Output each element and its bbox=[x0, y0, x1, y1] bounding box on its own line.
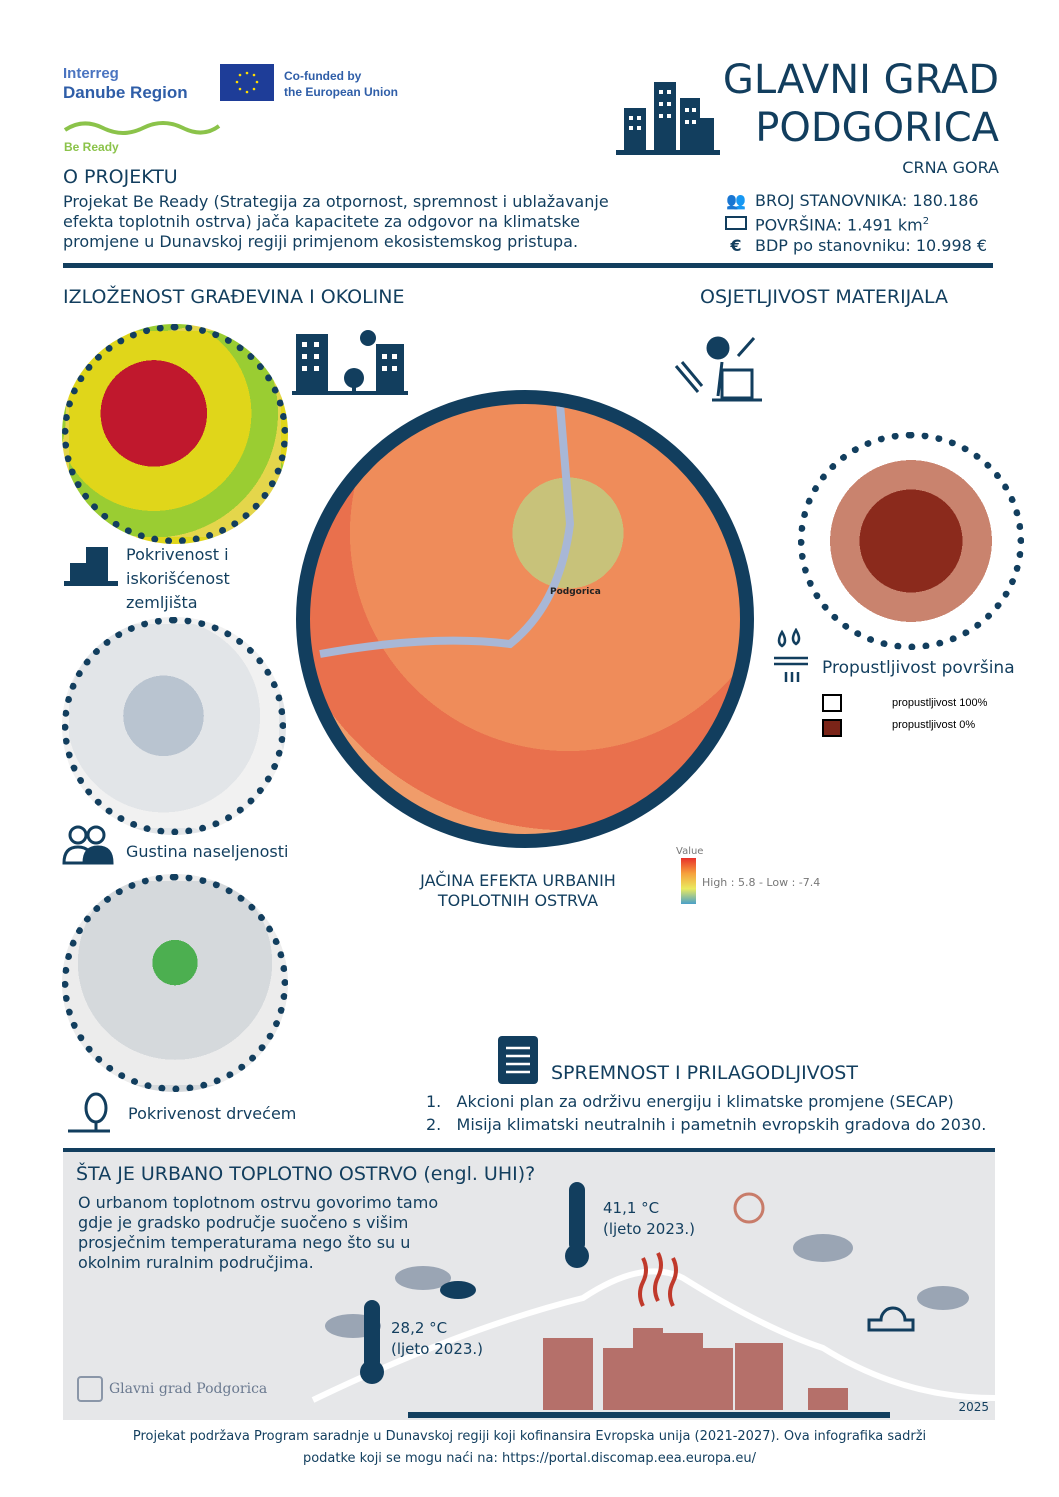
eu-line: Co-funded by bbox=[284, 69, 362, 83]
list-item: 2. Misija klimatski neutralnih i pametnih evropskih gradova do 2030. bbox=[426, 1115, 987, 1134]
divider bbox=[63, 263, 993, 268]
about-title: O PROJEKTU bbox=[63, 166, 178, 188]
legend-title: Value bbox=[676, 846, 704, 857]
list-item: 1. Akcioni plan za održivu energiju i klimatske promjene (SECAP) bbox=[426, 1092, 954, 1111]
area-stat: POVRŠINA: 1.491 km bbox=[755, 215, 923, 235]
water-drops-icon bbox=[770, 628, 812, 686]
land-building-icon bbox=[64, 545, 118, 587]
be-ready-logo-text: Be Ready bbox=[64, 140, 119, 154]
area-icon bbox=[725, 216, 747, 230]
uhi-info-title: ŠTA JE URBANO TOPLOTNO OSTRVO (engl. UHI)? bbox=[76, 1163, 536, 1185]
uhi-map-title: JAČINA EFEKTA URBANIH TOPLOTNIH OSTRVA bbox=[420, 871, 616, 910]
year-label: 2025 bbox=[958, 1400, 989, 1414]
logo-text: Interreg bbox=[63, 65, 119, 82]
legend-label: propustljivost 0% bbox=[892, 719, 976, 731]
title-line: PODGORICA bbox=[755, 105, 999, 151]
city-logo bbox=[77, 1376, 267, 1402]
city-buildings-icon bbox=[616, 78, 720, 156]
eu-flag-icon bbox=[220, 64, 274, 101]
density-label: Gustina naseljenosti bbox=[126, 842, 289, 861]
footer-line: podatke koji se mogu naći na: https://portal.discomap.eea.europa.eu/ bbox=[302, 1451, 757, 1466]
tree-cover-label: Pokrivenost drvećem bbox=[128, 1104, 297, 1123]
panel-top-border bbox=[63, 1148, 995, 1152]
city-logo-text: Glavni grad Podgorica bbox=[109, 1381, 268, 1397]
sensitivity-title: OSJETLJIVOST MATERIJALA bbox=[700, 286, 948, 308]
map-city-label: Podgorica bbox=[550, 587, 601, 597]
population-stat: BROJ STANOVNIKA: 180.186 bbox=[755, 191, 979, 210]
land-use-map bbox=[62, 324, 288, 544]
legend-swatch-100 bbox=[822, 694, 842, 712]
eu-line: the European Union bbox=[284, 85, 398, 99]
population-icon: 👥 bbox=[726, 191, 746, 210]
wave-icon bbox=[63, 118, 221, 138]
buildings-sun-icon bbox=[292, 322, 408, 396]
logo-text: Danube Region bbox=[63, 83, 188, 102]
city-temperature-period: (ljeto 2023.) bbox=[603, 1220, 696, 1238]
footer bbox=[0, 1426, 1059, 1470]
legend-color-ramp bbox=[681, 858, 696, 904]
readiness-title: SPREMNOST I PRILAGODLJIVOST bbox=[551, 1062, 858, 1084]
eu-cofunded-text bbox=[284, 68, 398, 100]
people-icon bbox=[62, 823, 114, 865]
country-label: CRNA GORA bbox=[902, 158, 999, 177]
exposure-title: IZLOŽENOST GRAĐEVINA I OKOLINE bbox=[63, 286, 405, 308]
legend-range: High : 5.8 - Low : -7.4 bbox=[702, 876, 821, 889]
uhi-info-panel bbox=[63, 1148, 995, 1420]
page-title bbox=[723, 56, 999, 152]
gdp-stat: BDP po stanovniku: 10.998 € bbox=[755, 236, 988, 256]
readiness-list bbox=[426, 1090, 986, 1136]
tree-cover-map bbox=[62, 874, 288, 1092]
legend-swatch-0 bbox=[822, 719, 842, 737]
rural-temperature-period: (ljeto 2023.) bbox=[391, 1340, 484, 1358]
title-line: GLAVNI GRAD bbox=[722, 57, 999, 103]
rural-temperature: 28,2 °C bbox=[391, 1319, 448, 1337]
sun-heat-material-icon bbox=[672, 326, 768, 404]
euro-coin-icon: € bbox=[730, 236, 742, 256]
about-text: Projekat Be Ready (Strategija za otpornost, spremnost i ublažavanje efekta toplotnih ostrva) jača kapacitete za odgovor na klimatske promjene u Dunavskoj regiji primjenom ekosistemskog pristupa. bbox=[63, 192, 609, 251]
land-use-label: Pokrivenost i iskorišćenost zemljišta bbox=[126, 545, 230, 612]
population-density-map bbox=[62, 617, 286, 835]
footer-line: Projekat podržava Program saradnje u Dunavskoj regiji koji kofinansira Evropska unija (2021-2027). Ova infografika sadrži bbox=[132, 1429, 927, 1444]
city-stats bbox=[725, 190, 987, 256]
river-lines bbox=[310, 404, 740, 834]
tree-icon bbox=[66, 1090, 112, 1134]
permeability-map bbox=[798, 432, 1024, 650]
uhi-info-text: O urbanom toplotnom ostrvu govorimo tamo gdje je gradsko područje suočeno s višim prosječnim temperaturama nego što su u okolnim ruralnim područjima. bbox=[78, 1193, 439, 1272]
coat-of-arms-icon bbox=[77, 1376, 103, 1402]
uhi-intensity-map bbox=[296, 390, 754, 848]
area-unit-sup: 2 bbox=[922, 216, 930, 227]
legend-label: propustljivost 100% bbox=[892, 697, 988, 709]
permeability-label: Propustljivost površina bbox=[822, 658, 1015, 678]
interreg-logo bbox=[63, 64, 188, 102]
document-icon bbox=[496, 1034, 540, 1086]
city-temperature: 41,1 °C bbox=[603, 1199, 660, 1217]
